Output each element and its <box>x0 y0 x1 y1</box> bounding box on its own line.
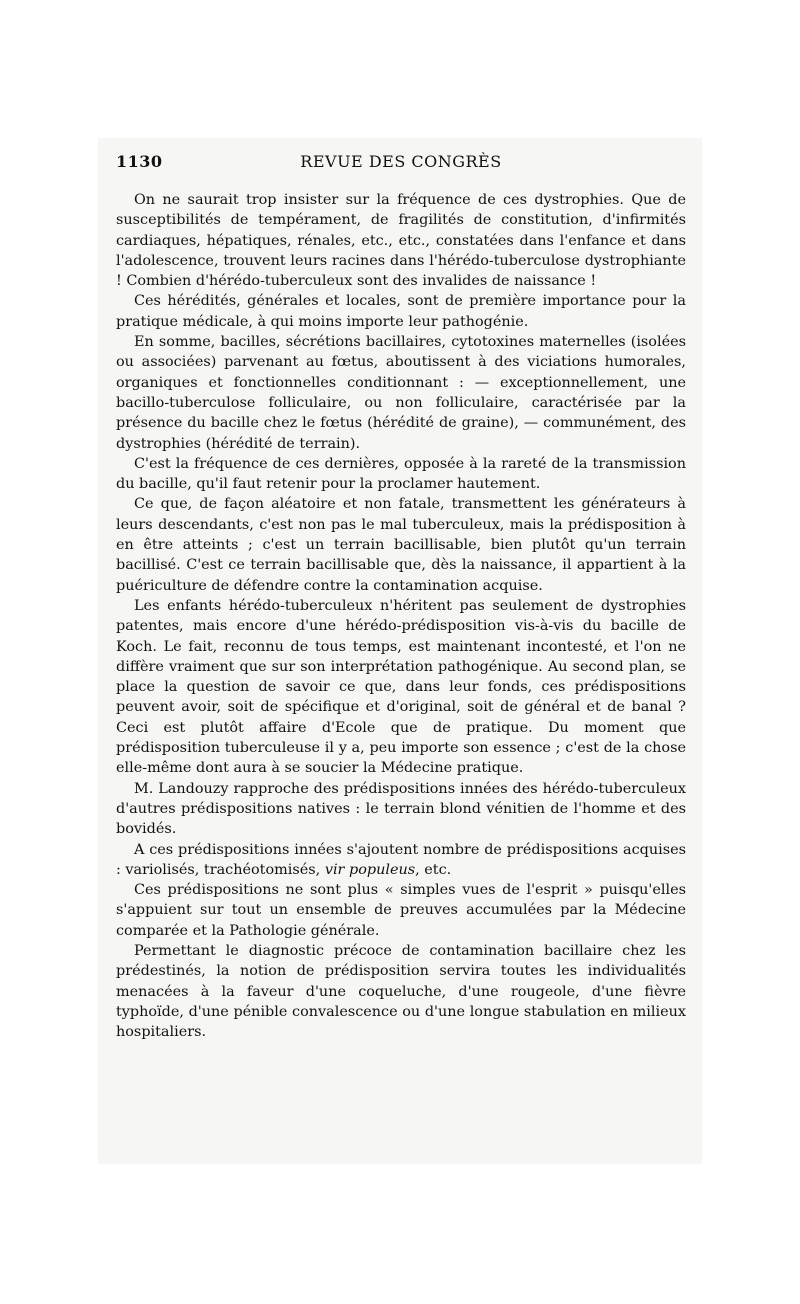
paragraph: Ces hérédités, générales et locales, sont de première importance pour la pratique médicale, à qui moins importe leur pathogénie. <box>116 293 686 330</box>
paragraph: On ne saurait trop insister sur la fréquence de ces dystrophies. Que de susceptibilités de tempérament, de fragilités de constitution, d'infirmités cardiaques, hépatiques, rénales, etc., etc., constatées dans l'enfance et dans l'adolescence, trouvent leurs racines dans l'hérédo-tuberculose dystrophiante ! Combien d'hérédo-tuberculeux sont des invalides de naissance ! <box>116 192 686 290</box>
paragraph: C'est la fréquence de ces dernières, opposée à la rareté de la transmission du bacille, qu'il faut retenir pour la proclamer hautement. <box>116 455 686 493</box>
paragraph: Ce que, de façon aléatoire et non fatale, transmettent les générateurs à leurs descendants, c'est non pas le mal tuberculeux, mais la prédisposition à en être atteints ; c'est un terrain bacillisable, bien plutôt qu'un terrain bacillisé. C'est ce terrain bacillisable que, dès la naissance, il appartient à la puériculture de défendre contre la contamination acquise. <box>116 496 686 594</box>
paragraph: Ces prédispositions ne sont plus « simples vues de l'esprit » puisqu'elles s'appuient sur tout un ensemble de preuves accumulées par la Médecine comparée et la Pathologie générale. <box>116 882 686 939</box>
paragraph: Permettant le diagnostic précoce de contamination bacillaire chez les prédestinés, la notion de prédisposition servira toutes les individualités menacées à la faveur d'une coqueluche, d'une rougeole, d'une fièvre typhoïde, d'une pénible convalescence ou d'une longue stabulation en milieux hospitaliers. <box>116 942 686 1041</box>
page-header <box>116 152 686 176</box>
page-number: 1130 <box>116 152 163 171</box>
paragraph: M. Landouzy rapproche des prédispositions innées des hérédo-tuberculeux d'autres prédispositions natives : le terrain blond vénitien de l'homme et des bovidés. <box>116 780 686 838</box>
italic-phrase: vir populeus <box>324 861 416 878</box>
running-title: REVUE DES CONGRÈS <box>300 152 502 171</box>
paragraph <box>116 840 686 881</box>
paragraph: Les enfants hérédo-tuberculeux n'héritent pas seulement de dystrophies patentes, mais encore d'une hérédo-prédisposition vis-à-vis du bacille de Koch. Le fait, reconnu de tous temps, est maintenant incontesté, et l'on ne diffère vraiment que sur son interprétation pathogénique. Au second plan, se place la question de savoir ce que, dans leur fonds, ces prédispositions peuvent avoir, soit de spécifique et d'original, soit de général et de banal ? Ceci est plutôt affaire d'Ecole que de pratique. Du moment que prédisposition tuberculeuse il y a, peu importe son essence ; c'est de la chose elle-même dont aura à se soucier la Médecine pratique. <box>116 597 686 777</box>
body-text <box>116 190 686 1042</box>
text-run: , etc. <box>415 861 452 878</box>
text-run: A ces prédispositions innées s'ajoutent nombre de prédispositions acquises : variolisés, trachéotomisés, <box>116 841 686 878</box>
paragraph: En somme, bacilles, sécrétions bacillaires, cytotoxines maternelles (isolées ou associées) parvenant au fœtus, aboutissent à des viciations humorales, organiques et fonctionnelles conditionnant : — exceptionnellement, une bacillo-tuberculose folliculaire, ou non folliculaire, caractérisée par la présence du bacille chez le fœtus (hérédité de graine), — communément, des dystrophies (hérédité de terrain). <box>116 334 686 452</box>
